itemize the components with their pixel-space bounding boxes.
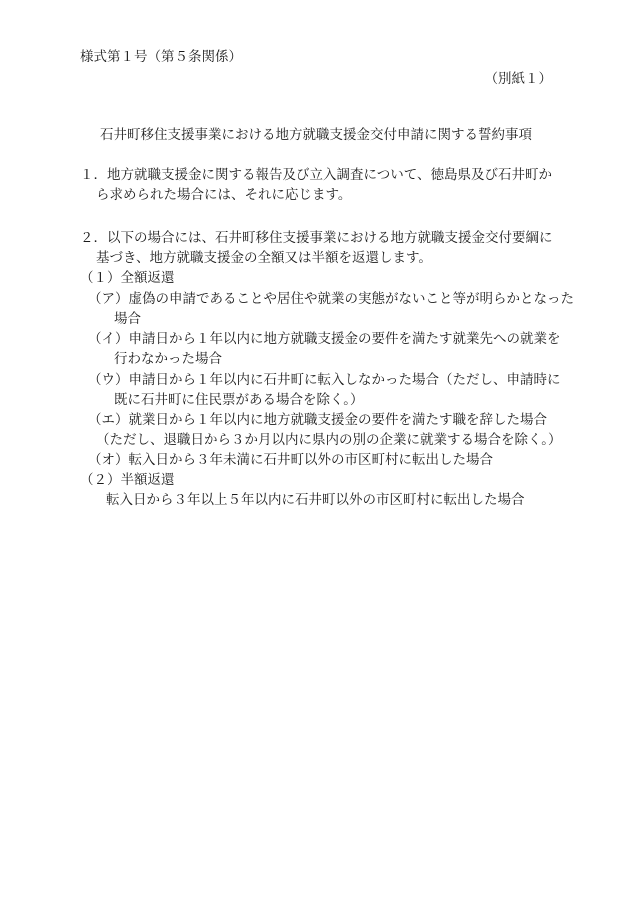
full-refund-heading: （１）全額返還: [80, 270, 175, 286]
attachment-label: （別紙１）: [484, 71, 552, 87]
half-refund-heading: （２）半額返還: [80, 472, 175, 488]
item2-line2: 基づき、地方就職支援金の全額又は半額を返還します。: [96, 250, 432, 266]
clause-a-line2: 場合: [114, 311, 141, 327]
clause-e-line2: （ただし、退職日から３か月以内に県内の別の企業に就業する場合を除く。）: [96, 432, 562, 448]
item1-line1: １．地方就職支援金に関する報告及び立入調査について、徳島県及び石井町か: [80, 167, 552, 183]
document-title: 石井町移住支援事業における地方就職支援金交付申請に関する誓約事項: [100, 127, 532, 143]
form-number: 様式第１号（第５条関係）: [80, 49, 242, 65]
item2-line1: ２．以下の場合には、石井町移住支援事業における地方就職支援金交付要綱に: [80, 230, 553, 246]
clause-i-line2: 行わなかった場合: [114, 351, 222, 367]
item1-line2: ら求められた場合には、それに応じます。: [96, 187, 352, 203]
clause-i-line1: （イ）申請日から１年以内に地方就職支援金の要件を満たす就業先への就業を: [88, 331, 561, 347]
clause-o-line1: （オ）転入日から３年未満に石井町以外の市区町村に転出した場合: [88, 452, 493, 468]
clause-u-line2: 既に石井町に住民票がある場合を除く。）: [114, 392, 364, 408]
half-refund-line1: 転入日から３年以上５年以内に石井町以外の市区町村に転出した場合: [106, 492, 525, 508]
clause-a-line1: （ア）虚偽の申請であることや居住や就業の実態がないこと等が明らかとなった: [88, 291, 574, 307]
clause-e-line1: （エ）就業日から１年以内に地方就職支援金の要件を満たす職を辞した場合: [88, 412, 547, 428]
clause-u-line1: （ウ）申請日から１年以内に石井町に転入しなかった場合（ただし、申請時に: [88, 372, 561, 388]
